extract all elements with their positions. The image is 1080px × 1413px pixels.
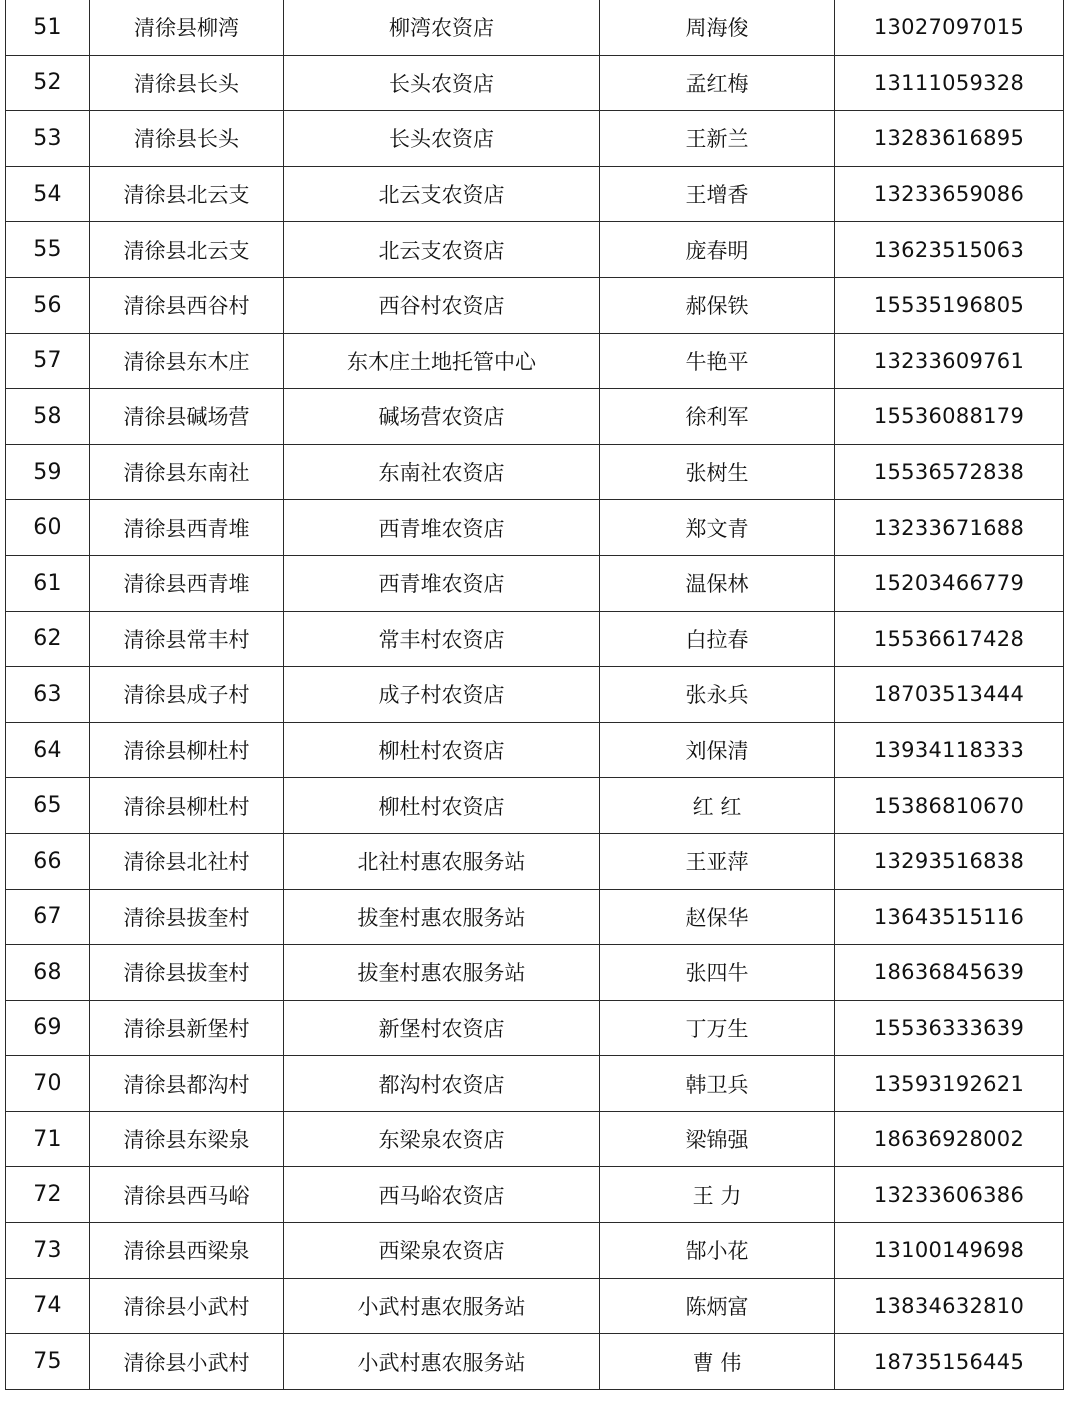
row-number-cell: 70: [6, 1056, 90, 1112]
area-cell: 清徐县东梁泉: [90, 1111, 284, 1167]
row-number-cell: 58: [6, 389, 90, 445]
contact-name-cell: 张永兵: [600, 667, 835, 723]
table-row: [6, 611, 1064, 667]
phone-number-cell: 13934118333: [835, 722, 1064, 778]
row-number-cell: 55: [6, 222, 90, 278]
phone-number-cell: 15536572838: [835, 444, 1064, 500]
phone-number-cell: 15536088179: [835, 389, 1064, 445]
area-cell: 清徐县新堡村: [90, 1000, 284, 1056]
table-row: [6, 1223, 1064, 1279]
table-row: [6, 333, 1064, 389]
contact-name-cell: 王新兰: [600, 111, 835, 167]
area-cell: 清徐县长头: [90, 111, 284, 167]
contact-name-cell: 梁锦强: [600, 1111, 835, 1167]
store-name-cell: 柳杜村农资店: [284, 722, 600, 778]
contact-name-cell: 温保林: [600, 555, 835, 611]
row-number-cell: 54: [6, 166, 90, 222]
phone-number-cell: 15203466779: [835, 555, 1064, 611]
store-name-cell: 小武村惠农服务站: [284, 1278, 600, 1334]
store-name-cell: 新堡村农资店: [284, 1000, 600, 1056]
phone-number-cell: 15536333639: [835, 1000, 1064, 1056]
store-name-cell: 长头农资店: [284, 55, 600, 111]
table-row: [6, 778, 1064, 834]
contact-name-cell: 郜小花: [600, 1223, 835, 1279]
store-name-cell: 东木庄土地托管中心: [284, 333, 600, 389]
row-number-cell: 73: [6, 1223, 90, 1279]
area-cell: 清徐县长头: [90, 55, 284, 111]
table-body: [6, 0, 1064, 1389]
phone-number-cell: 15536617428: [835, 611, 1064, 667]
table-row: [6, 667, 1064, 723]
phone-number-cell: 13834632810: [835, 1278, 1064, 1334]
table-row: [6, 444, 1064, 500]
phone-number-cell: 18735156445: [835, 1334, 1064, 1390]
contact-name-cell: 韩卫兵: [600, 1056, 835, 1112]
contact-name-cell: 张四牛: [600, 945, 835, 1001]
contact-name-cell: 丁万生: [600, 1000, 835, 1056]
contact-name-cell: 王亚萍: [600, 833, 835, 889]
dealer-contact-table: [5, 0, 1064, 1390]
row-number-cell: 72: [6, 1167, 90, 1223]
store-name-cell: 成子村农资店: [284, 667, 600, 723]
contact-name-cell: 赵保华: [600, 889, 835, 945]
store-name-cell: 北云支农资店: [284, 166, 600, 222]
contact-name-cell: 郝保铁: [600, 277, 835, 333]
phone-number-cell: 18636928002: [835, 1111, 1064, 1167]
row-number-cell: 75: [6, 1334, 90, 1390]
contact-name-cell: 王 力: [600, 1167, 835, 1223]
contact-name-cell: 红 红: [600, 778, 835, 834]
row-number-cell: 59: [6, 444, 90, 500]
table-row: [6, 389, 1064, 445]
area-cell: 清徐县柳杜村: [90, 722, 284, 778]
area-cell: 清徐县西谷村: [90, 277, 284, 333]
row-number-cell: 69: [6, 1000, 90, 1056]
table-row: [6, 1056, 1064, 1112]
store-name-cell: 柳湾农资店: [284, 0, 600, 55]
store-name-cell: 拔奎村惠农服务站: [284, 889, 600, 945]
area-cell: 清徐县北社村: [90, 833, 284, 889]
store-name-cell: 西谷村农资店: [284, 277, 600, 333]
area-cell: 清徐县常丰村: [90, 611, 284, 667]
area-cell: 清徐县成子村: [90, 667, 284, 723]
phone-number-cell: 13623515063: [835, 222, 1064, 278]
area-cell: 清徐县西青堆: [90, 555, 284, 611]
phone-number-cell: 13027097015: [835, 0, 1064, 55]
contact-name-cell: 郑文青: [600, 500, 835, 556]
phone-number-cell: 13111059328: [835, 55, 1064, 111]
contact-name-cell: 张树生: [600, 444, 835, 500]
store-name-cell: 拔奎村惠农服务站: [284, 945, 600, 1001]
area-cell: 清徐县北云支: [90, 166, 284, 222]
area-cell: 清徐县西马峪: [90, 1167, 284, 1223]
table-row: [6, 166, 1064, 222]
phone-number-cell: 13233609761: [835, 333, 1064, 389]
store-name-cell: 西青堆农资店: [284, 500, 600, 556]
area-cell: 清徐县柳湾: [90, 0, 284, 55]
table-row: [6, 722, 1064, 778]
area-cell: 清徐县拔奎村: [90, 945, 284, 1001]
store-name-cell: 常丰村农资店: [284, 611, 600, 667]
phone-number-cell: 13233671688: [835, 500, 1064, 556]
contact-name-cell: 牛艳平: [600, 333, 835, 389]
area-cell: 清徐县拔奎村: [90, 889, 284, 945]
row-number-cell: 56: [6, 277, 90, 333]
contact-name-cell: 陈炳富: [600, 1278, 835, 1334]
store-name-cell: 北社村惠农服务站: [284, 833, 600, 889]
table-row: [6, 500, 1064, 556]
row-number-cell: 68: [6, 945, 90, 1001]
table-row: [6, 1000, 1064, 1056]
row-number-cell: 62: [6, 611, 90, 667]
area-cell: 清徐县小武村: [90, 1278, 284, 1334]
store-name-cell: 长头农资店: [284, 111, 600, 167]
phone-number-cell: 15386810670: [835, 778, 1064, 834]
table-row: [6, 555, 1064, 611]
phone-number-cell: 13283616895: [835, 111, 1064, 167]
table-row: [6, 1167, 1064, 1223]
area-cell: 清徐县碱场营: [90, 389, 284, 445]
row-number-cell: 63: [6, 667, 90, 723]
dealer-contact-table-container: [5, 0, 1063, 1390]
store-name-cell: 柳杜村农资店: [284, 778, 600, 834]
row-number-cell: 53: [6, 111, 90, 167]
contact-name-cell: 周海俊: [600, 0, 835, 55]
table-row: [6, 277, 1064, 333]
table-row: [6, 222, 1064, 278]
store-name-cell: 东梁泉农资店: [284, 1111, 600, 1167]
row-number-cell: 66: [6, 833, 90, 889]
table-row: [6, 0, 1064, 55]
row-number-cell: 51: [6, 0, 90, 55]
contact-name-cell: 徐利军: [600, 389, 835, 445]
phone-number-cell: 13293516838: [835, 833, 1064, 889]
store-name-cell: 北云支农资店: [284, 222, 600, 278]
row-number-cell: 67: [6, 889, 90, 945]
area-cell: 清徐县东南社: [90, 444, 284, 500]
table-row: [6, 1111, 1064, 1167]
row-number-cell: 64: [6, 722, 90, 778]
row-number-cell: 60: [6, 500, 90, 556]
row-number-cell: 57: [6, 333, 90, 389]
contact-name-cell: 王增香: [600, 166, 835, 222]
phone-number-cell: 15535196805: [835, 277, 1064, 333]
area-cell: 清徐县东木庄: [90, 333, 284, 389]
table-row: [6, 889, 1064, 945]
store-name-cell: 西梁泉农资店: [284, 1223, 600, 1279]
area-cell: 清徐县柳杜村: [90, 778, 284, 834]
table-row: [6, 111, 1064, 167]
store-name-cell: 西马峪农资店: [284, 1167, 600, 1223]
table-row: [6, 833, 1064, 889]
store-name-cell: 东南社农资店: [284, 444, 600, 500]
table-row: [6, 1334, 1064, 1390]
row-number-cell: 74: [6, 1278, 90, 1334]
table-row: [6, 55, 1064, 111]
phone-number-cell: 18636845639: [835, 945, 1064, 1001]
phone-number-cell: 13233606386: [835, 1167, 1064, 1223]
phone-number-cell: 13593192621: [835, 1056, 1064, 1112]
contact-name-cell: 庞春明: [600, 222, 835, 278]
area-cell: 清徐县西青堆: [90, 500, 284, 556]
area-cell: 清徐县北云支: [90, 222, 284, 278]
contact-name-cell: 曹 伟: [600, 1334, 835, 1390]
row-number-cell: 71: [6, 1111, 90, 1167]
phone-number-cell: 13100149698: [835, 1223, 1064, 1279]
area-cell: 清徐县都沟村: [90, 1056, 284, 1112]
table-row: [6, 945, 1064, 1001]
contact-name-cell: 刘保清: [600, 722, 835, 778]
phone-number-cell: 13233659086: [835, 166, 1064, 222]
row-number-cell: 65: [6, 778, 90, 834]
contact-name-cell: 白拉春: [600, 611, 835, 667]
table-row: [6, 1278, 1064, 1334]
store-name-cell: 都沟村农资店: [284, 1056, 600, 1112]
store-name-cell: 小武村惠农服务站: [284, 1334, 600, 1390]
row-number-cell: 61: [6, 555, 90, 611]
contact-name-cell: 孟红梅: [600, 55, 835, 111]
phone-number-cell: 13643515116: [835, 889, 1064, 945]
store-name-cell: 西青堆农资店: [284, 555, 600, 611]
area-cell: 清徐县小武村: [90, 1334, 284, 1390]
store-name-cell: 碱场营农资店: [284, 389, 600, 445]
area-cell: 清徐县西梁泉: [90, 1223, 284, 1279]
row-number-cell: 52: [6, 55, 90, 111]
phone-number-cell: 18703513444: [835, 667, 1064, 723]
